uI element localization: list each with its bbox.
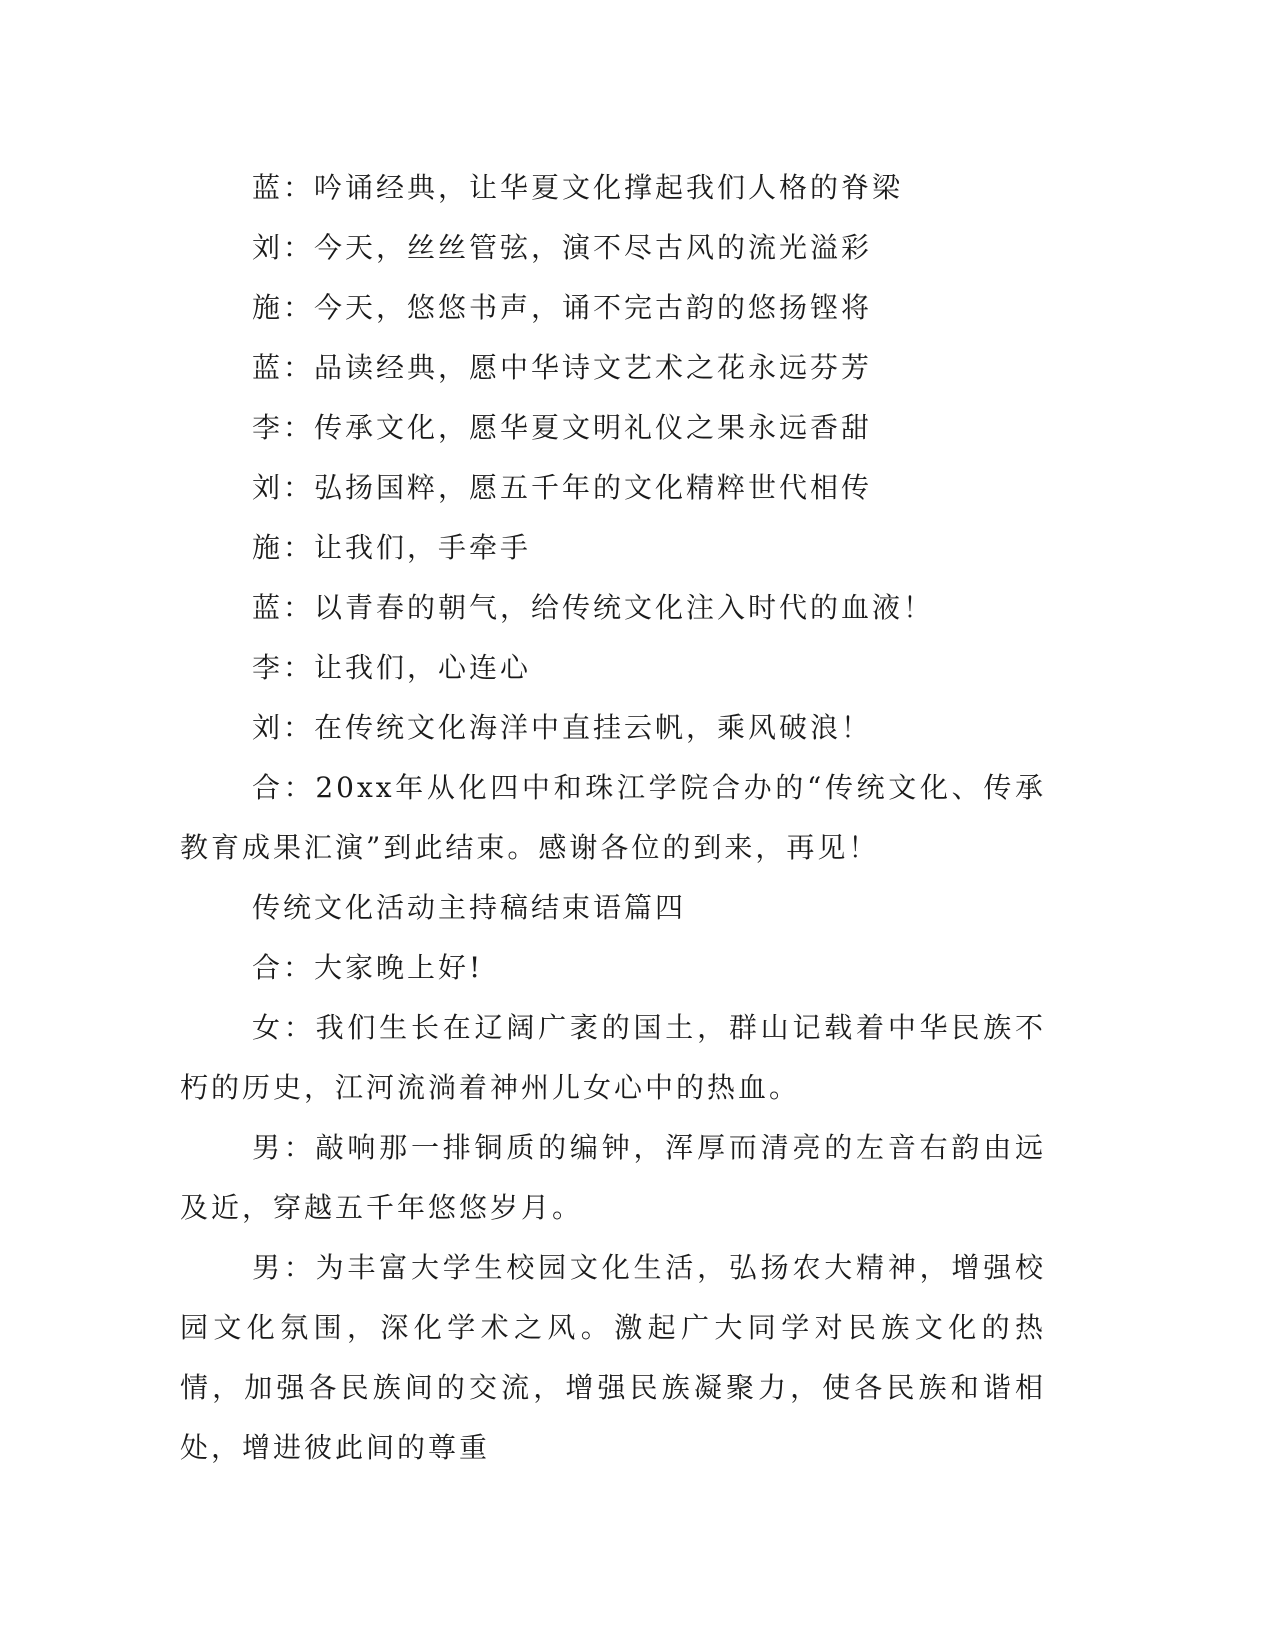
dialogue-line-liu-2: 刘：弘扬国粹，愿五千年的文化精粹世代相传: [252, 471, 873, 504]
dialogue-line-li-2: 李：让我们，心连心: [252, 651, 532, 684]
dialogue-line-li-1: 李：传承文化，愿华夏文明礼仪之果永远香甜: [252, 411, 873, 444]
dialogue-line-female-1: 女：我们生长在辽阔广袤的国土，群山记载着中华民族不朽的历史，江河流淌着神州儿女心中的热血。: [180, 1011, 1046, 1104]
dialogue-line-lan-3: 蓝：以青春的朝气，给传统文化注入时代的血液！: [252, 591, 935, 624]
dialogue-line-liu-3: 刘：在传统文化海洋中直挂云帆，乘风破浪！: [252, 711, 873, 744]
document-body: [180, 158, 1046, 1478]
dialogue-line-lan-1: 蓝：吟诵经典，让华夏文化撑起我们人格的脊梁: [252, 171, 904, 204]
dialogue-line-lan-2: 蓝：品读经典，愿中华诗文艺术之花永远芬芳: [252, 351, 873, 384]
dialogue-line-shi-2: 施：让我们，手牵手: [252, 531, 532, 564]
dialogue-line-male-1: 男：敲响那一排铜质的编钟，浑厚而清亮的左音右韵由远及近，穿越五千年悠悠岁月。: [180, 1131, 1046, 1224]
dialogue-line-liu-1: 刘：今天，丝丝管弦，演不尽古风的流光溢彩: [252, 231, 873, 264]
section-heading: 传统文化活动主持稿结束语篇四: [252, 891, 687, 924]
dialogue-line-shi-1: 施：今天，悠悠书声，诵不完古韵的悠扬铿将: [252, 291, 873, 324]
dialogue-line-all-greeting: 合：大家晚上好!: [252, 951, 484, 984]
dialogue-line-male-2: 男：为丰富大学生校园文化生活，弘扬农大精神，增强校园文化氛围，深化学术之风。激起广大同学对民族文化的热情，加强各民族间的交流，增强民族凝聚力，使各民族和谐相处，增进彼此间的尊重: [180, 1251, 1046, 1464]
dialogue-line-all-closing: 合：20xx年从化四中和珠江学院合办的“传统文化、传承教育成果汇演”到此结束。感谢各位的到来，再见！: [180, 771, 1046, 864]
